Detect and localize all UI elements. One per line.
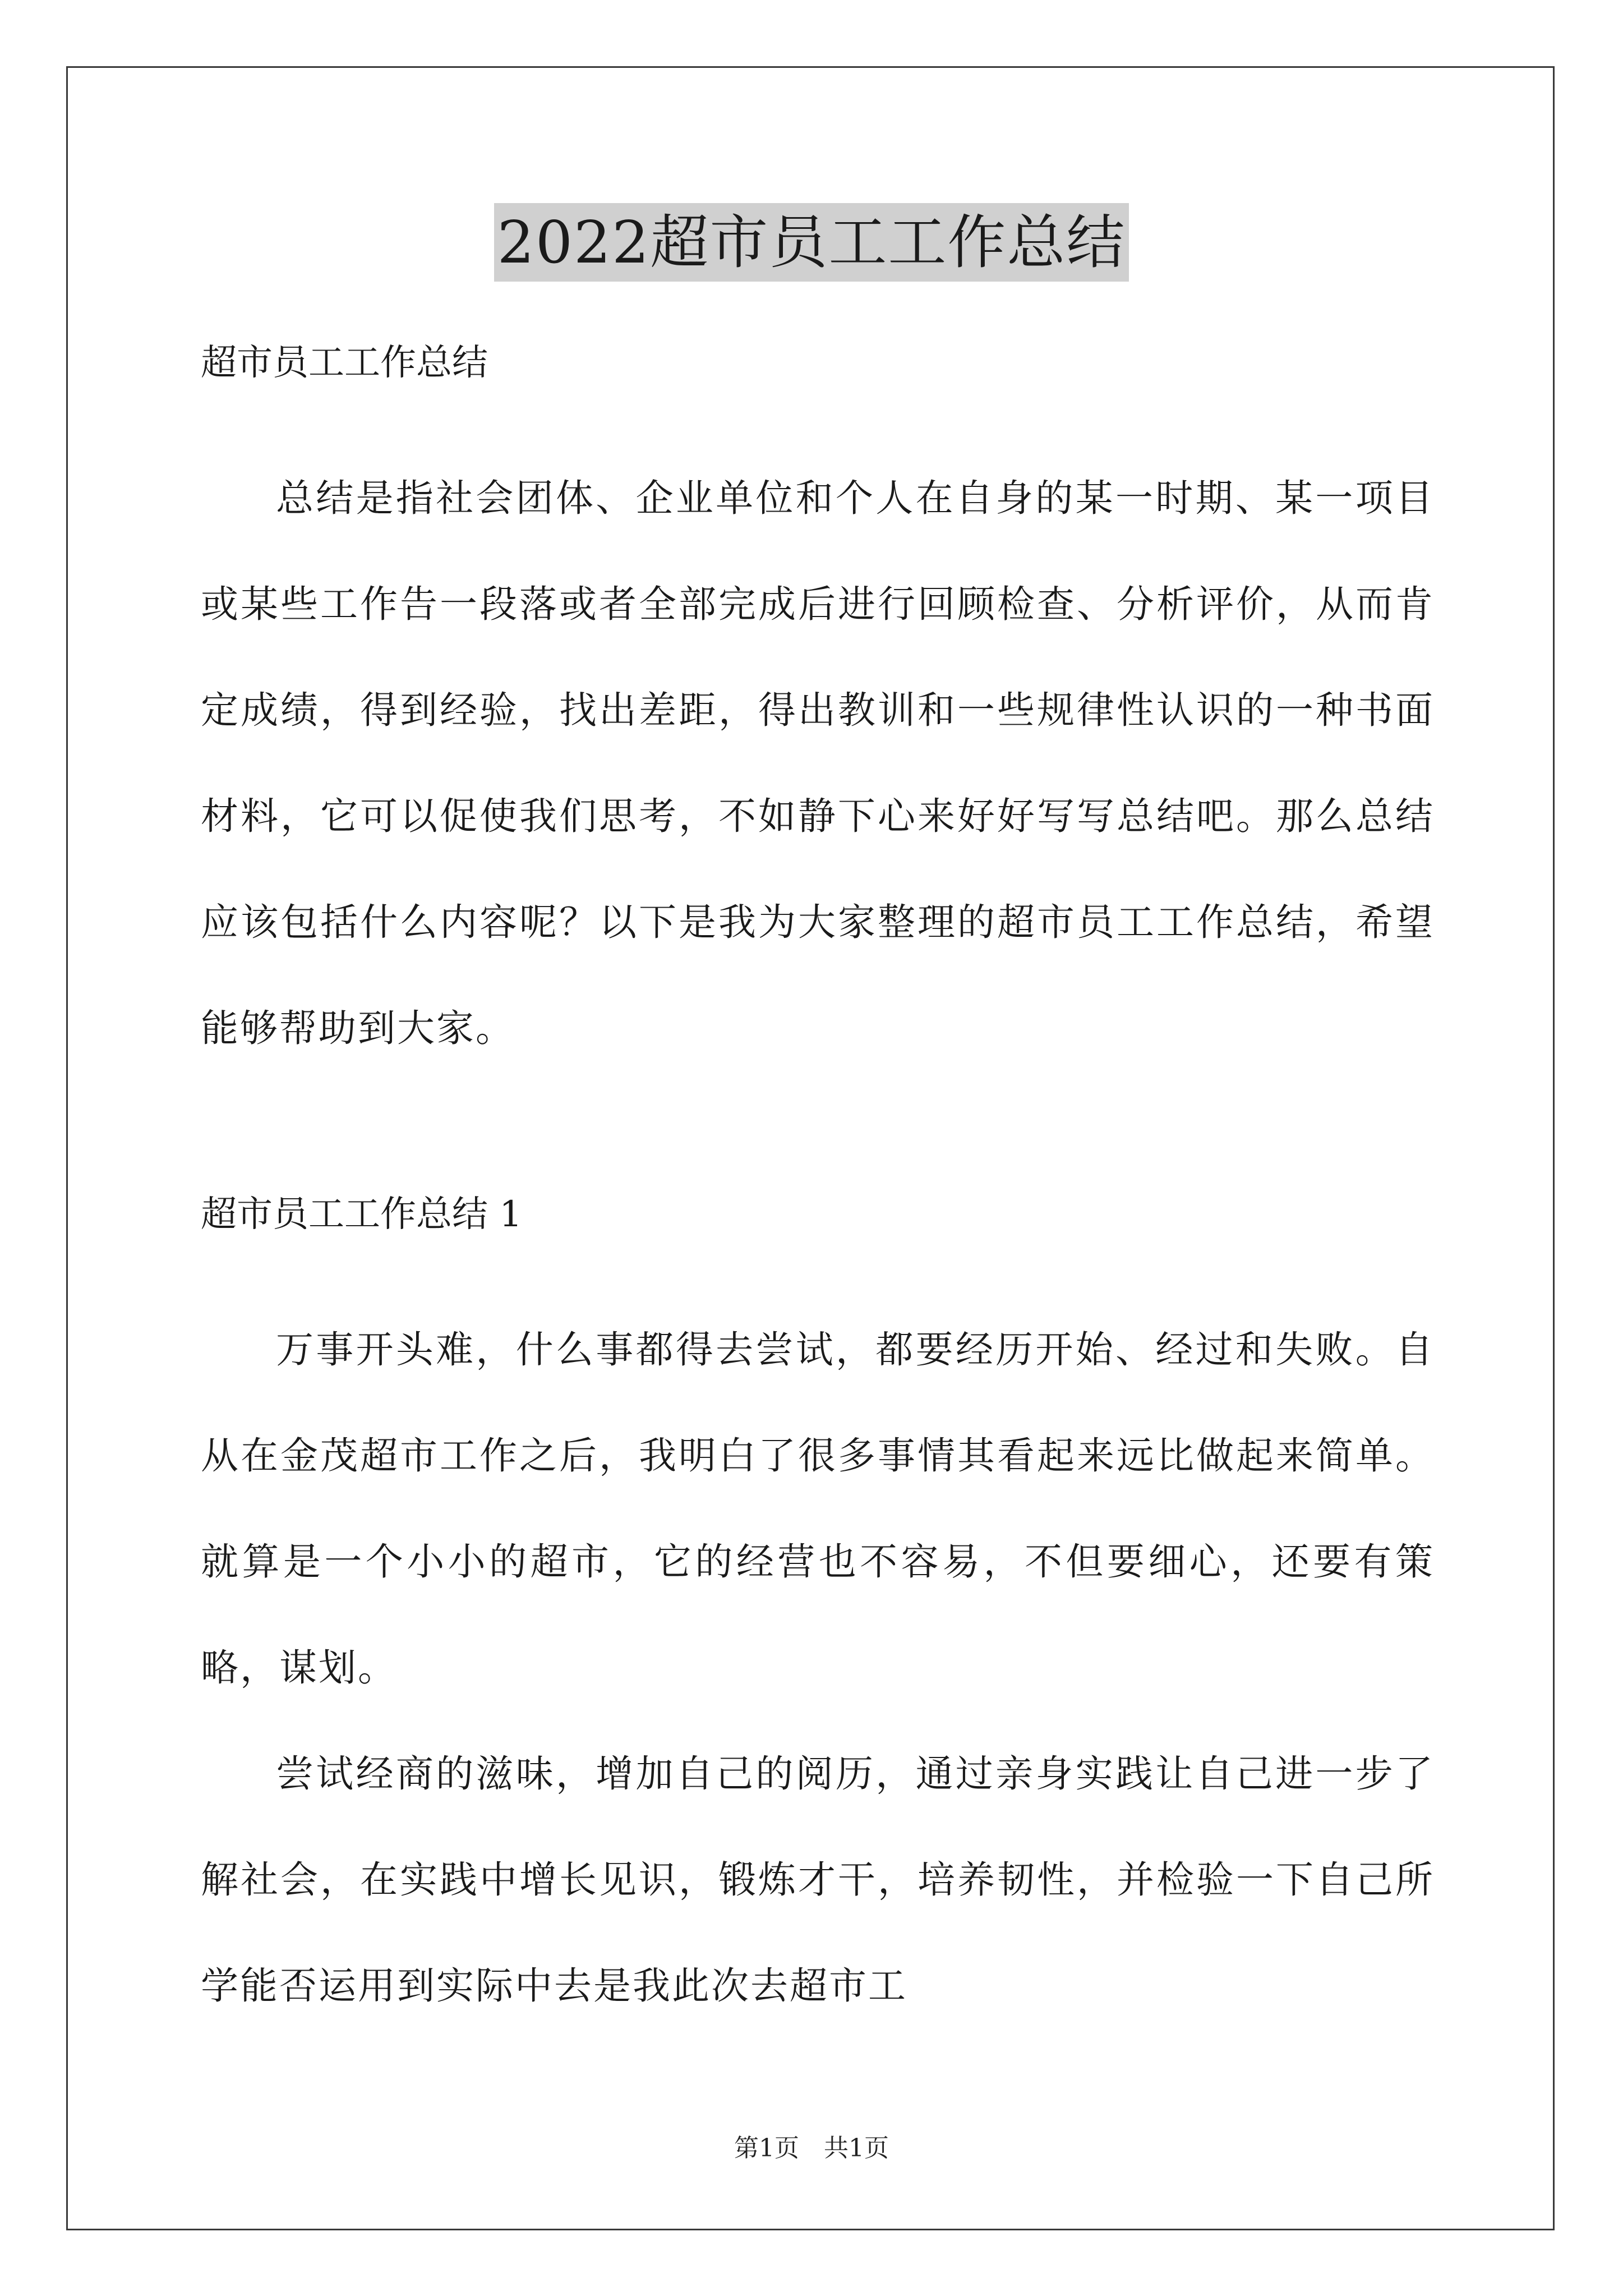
document-title: 2022超市员工工作总结 — [494, 203, 1129, 282]
title-wrapper — [0, 203, 1623, 282]
paragraph-intro: 总结是指社会团体、企业单位和个人在自身的某一时期、某一项目或某些工作告一段落或者全部完成后进行回顾检查、分析评价，从而肯定成绩，得到经验，找出差距，得出教训和一些规律性认识的一种书面材料，它可以促使我们思考，不如静下心来好好写写总结吧。那么总结应该包括什么内容呢？以下是我为大家整理的超市员工工作总结，希望能够帮助到大家。 — [201, 476, 1435, 1050]
page-footer: 第1页 共1页 — [734, 2134, 889, 2162]
section-heading-1: 超市员工工作总结 1 — [201, 1194, 523, 1235]
paragraph-1-2: 尝试经商的滋味，增加自己的阅历，通过亲身实践让自己进一步了解社会，在实践中增长见识，锻炼才干，培养韧性，并检验一下自己所学能否运用到实际中去是我此次去超市工 — [201, 1752, 1435, 2008]
paragraph-1-1: 万事开头难，什么事都得去尝试，都要经历开始、经过和失败。自从在金茂超市工作之后，我明白了很多事情其看起来远比做起来简单。就算是一个小小的超市，它的经营也不容易，不但要细心，还要有策略，谋划。 — [201, 1328, 1435, 1690]
section-heading-intro: 超市员工工作总结 — [201, 342, 488, 384]
document-body — [201, 337, 1435, 2039]
